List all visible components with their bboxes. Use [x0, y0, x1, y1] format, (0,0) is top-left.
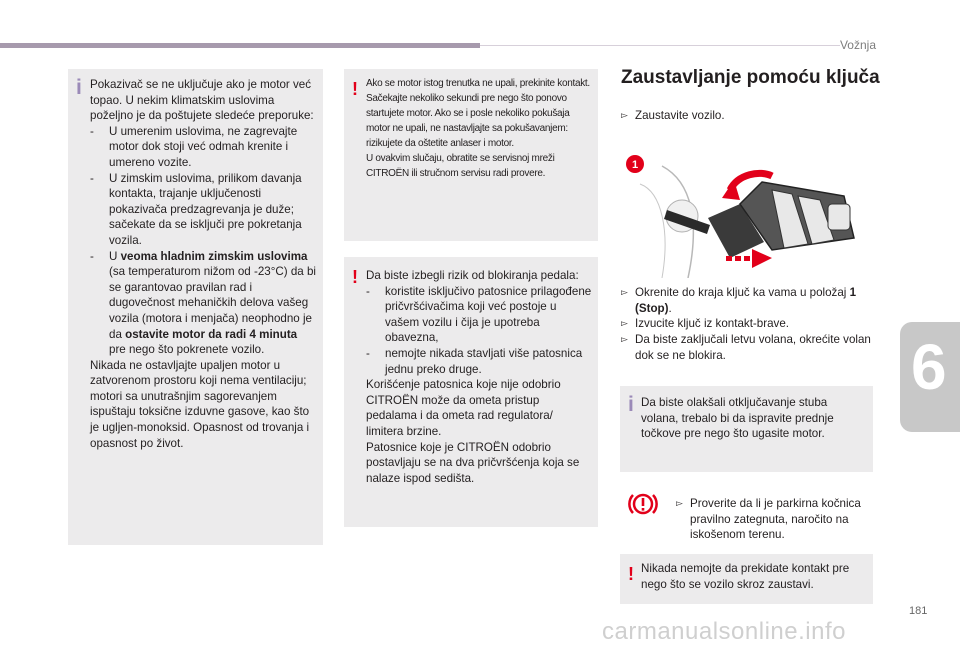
chapter-number: 6	[911, 331, 947, 403]
warning-box-ignition	[620, 554, 873, 604]
list-item: - U zimskim uslovima, prilikom davanja kontakta, trajanje uključenosti pokazivača predzagrevanja je duže; sačekate da se isključi pre pokretanja vozila.	[90, 171, 302, 247]
info-icon: i	[628, 393, 634, 416]
step-item: ▻ Da biste zaključali letvu volana, okrećite volan dok se ne blokira.	[621, 333, 871, 362]
list-item: - nemojte nikada stavljati više patosnica jednu preko druge.	[366, 346, 583, 376]
mats-intro: Da biste izbegli rizik od blokiranja pedala:	[366, 269, 579, 282]
warning-icon: !	[628, 564, 634, 584]
brake-note: ▻ Proverite da li je parkirna kočnica pravilno zategnuta, naročito na iskošenom terenu.	[676, 497, 861, 542]
page-number: 181	[909, 605, 928, 617]
list-item: - koristite isključivo patosnice prilagođene pričvršćivačima koji već postoje u vašem vozilu i čija je upotreba obavezna,	[366, 284, 592, 345]
preheat-intro: Pokazivač se ne uključuje ako je motor već topao. U nekim klimatskim uslovima poželjno je da poštujete sledeće preporuke:	[90, 78, 314, 123]
info-icon: i	[76, 76, 82, 99]
warning-icon: !	[352, 267, 358, 287]
header-rule	[480, 45, 840, 46]
step-item: ▻ Zaustavite vozilo.	[621, 109, 725, 122]
starter-line: Sačekajte nekoliko sekundi pre nego što ponovo startujete motor. Ako se i posle nekoliko pokušaja motor ne upali, ne nastavljajte sa pokušavanjem: rizikujete da oštetite anlaser i motor.	[366, 93, 570, 149]
starter-line: U ovakvim slučaju, obratite se servisnoj mreži CITROËN ili stručnom servisu radi provere.	[366, 153, 555, 179]
key-illustration	[622, 152, 874, 278]
mats-outro: Patosnice koje je CITROËN odobrio postavljaju se na dva pričvršćenja koja se nalaze ispod sedišta.	[366, 440, 580, 485]
mats-outro: Korišćenje patosnica koje nije odobrio CITROËN može da ometa pristup pedalama i da ometa rad regulatora/ limitera brzine.	[366, 378, 561, 438]
step-item: ▻ Izvucite ključ iz kontakt-brave.	[621, 317, 789, 330]
warning-box-starter	[344, 69, 598, 241]
step-item: ▻ Okrenite do kraja ključ ka vama u položaj 1 (Stop).	[621, 286, 857, 315]
warning-box-mats	[344, 257, 598, 527]
list-item: - U veoma hladnim zimskim uslovima (sa temperaturom nižom od -23°C) da bi se garantovao pravilan rad i dugovečnost mehaničkih delova vašeg vozila (motora i menjača) neophodno je da ostavite motor da radi 4 minuta pre nego što pokrenete vozilo.	[90, 249, 316, 357]
info-box-wheels	[620, 386, 873, 472]
watermark: carmanualsonline.info	[602, 618, 846, 645]
info-box-preheat	[68, 69, 323, 545]
wheels-tip: Da biste olakšali otključavanje stuba volana, trebalo bi da ispravite prednje točkove pre nego što ugasite motor.	[641, 396, 834, 441]
ventilation-warning: Nikada ne ostavljajte upaljen motor u zatvorenom prostoru koji nema ventilaciju; motori sa unutrašnjim sagorevanjem ispuštaju toksične izduvne gasove, kao što je ugljen-monoksid. Opasnost od trovanja i opasnost po život.	[90, 358, 310, 450]
list-item: - U umerenim uslovima, ne zagrevajte motor dok stoji već odmah krenite i umereno vozite.	[90, 124, 298, 169]
section-title: Vožnja	[839, 38, 876, 52]
section-heading: Zaustavljanje pomoću ključa	[621, 67, 880, 88]
ignition-warning: Nikada nemojte da prekidate kontakt pre nego što se vozilo skroz zaustavi.	[641, 562, 850, 591]
callout-number: 1	[631, 159, 639, 171]
warning-icon: !	[352, 79, 358, 99]
header-accent-bar	[0, 43, 480, 48]
starter-line: Ako se motor istog trenutka ne upali, prekinite kontakt.	[366, 78, 590, 89]
